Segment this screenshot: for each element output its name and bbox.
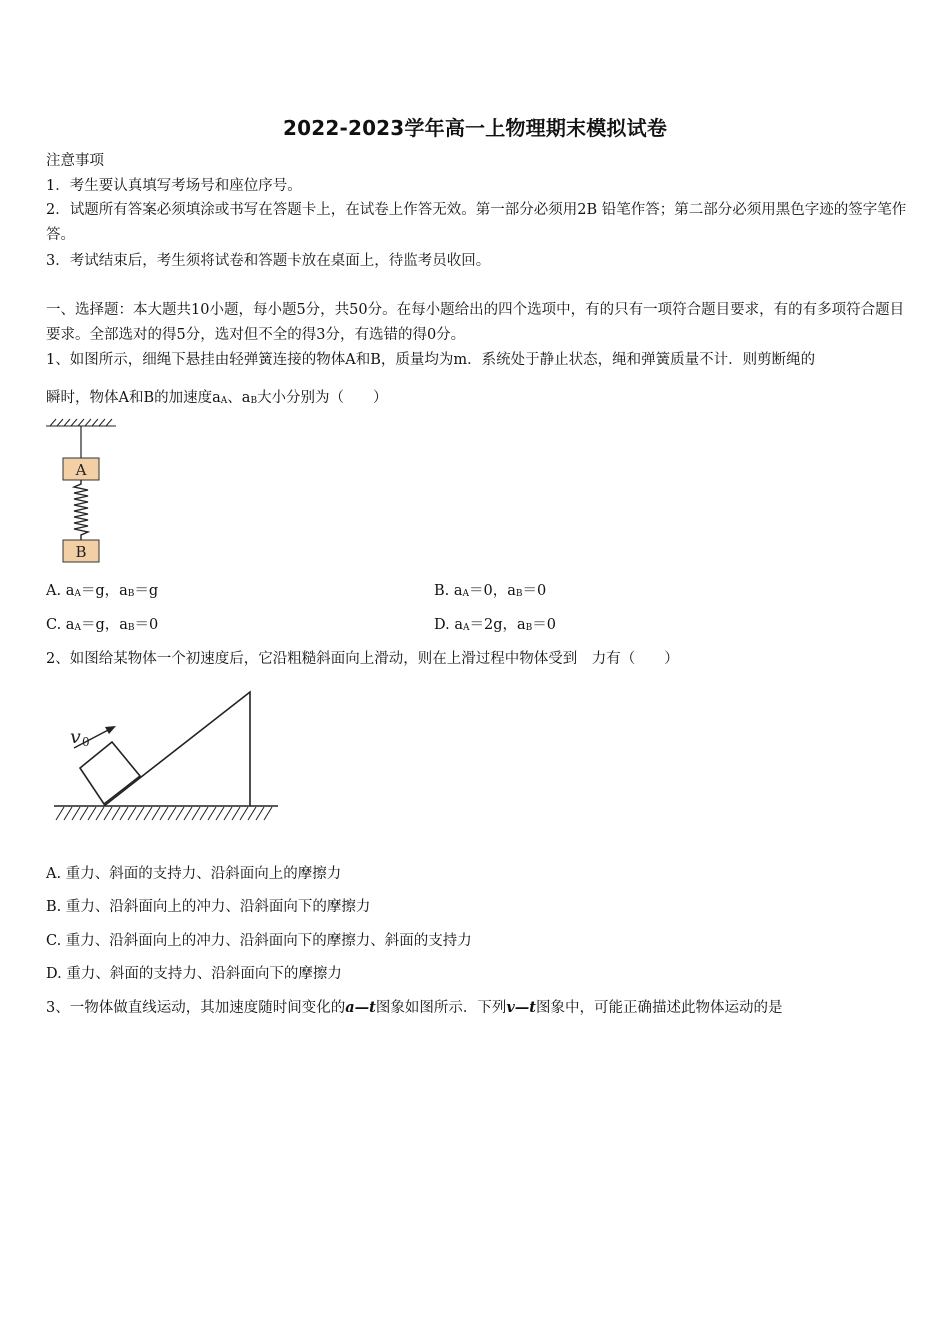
q2-option-d: D. 重力、斜面的支持力、沿斜面向下的摩擦力 <box>46 966 342 982</box>
notice-item-3: 3．考试结束后，考生须将试卷和答题卡放在桌面上，待监考员收回。 <box>46 253 491 269</box>
block-a-label: A <box>75 461 87 479</box>
sliding-block <box>80 742 140 804</box>
velocity-sub: 0 <box>82 735 90 749</box>
spring <box>74 480 88 540</box>
q2-option-b: B. 重力、沿斜面向上的冲力、沿斜面向下的摩擦力 <box>46 899 371 915</box>
q3-stem: 3、一物体做直线运动，其加速度随时间变化的a—t图象如图所示．下列v—t图象中，可能正确描述此物体运动的是 <box>46 999 783 1016</box>
notice-heading: 注意事项 <box>46 153 104 169</box>
incline <box>104 692 250 806</box>
velocity-label: v <box>70 726 81 748</box>
section-intro: 一、选择题：本大题共10小题，每小题5分，共50分。在每小题给出的四个选项中，有的只有一项符合题目要求，有的有多项符合题目要求。全部选对的得5分，选对但不全的得3分，有选错的得0分。 <box>46 302 905 343</box>
velocity-arrowhead <box>105 726 116 734</box>
ceiling-hatch <box>46 419 116 426</box>
q2-option-c: C. 重力、沿斜面向上的冲力、沿斜面向下的摩擦力、斜面的支持力 <box>46 933 472 949</box>
ground-hatch <box>56 807 272 820</box>
q1-stem-line1: 1、如图所示，细绳下悬挂由轻弹簧连接的物体A和B，质量均为m．系统处于静止状态，绳和弹簧质量不计．则剪断绳的 <box>46 352 816 368</box>
block-b-label: B <box>75 543 87 561</box>
q1-option-c: C. $a_A=g$，$a_B=0$ <box>46 617 159 633</box>
q1-stem-line2: 瞬时，物体A和B的加速度$a_A$、$a_B$大小分别为（ ） <box>46 390 388 406</box>
q1-option-b: B. $a_A=0$，$a_B=0$ <box>434 583 547 599</box>
notice-item-1: 1．考生要认真填写考场号和座位序号。 <box>46 178 302 194</box>
q1-figure <box>44 418 124 566</box>
page-title: 2022-2023学年高一上物理期末模拟试卷 <box>282 116 668 140</box>
q2-stem: 2、如图给某物体一个初速度后，它沿粗糙斜面向上滑动，则在上滑过程中物体受到 力有（ ） <box>46 651 679 667</box>
q2-figure <box>50 686 285 826</box>
q2-option-a: A. 重力、斜面的支持力、沿斜面向上的摩擦力 <box>46 866 342 882</box>
q1-option-a: A. $a_A=g$，$a_B=g$ <box>46 583 159 599</box>
notice-item-2: 2．试题所有答案必须填涂或书写在答题卡上，在试卷上作答无效。第一部分必须用2B 铅笔作答；第二部分必须用黑色字迹的签字笔作答。 <box>46 202 907 243</box>
q1-option-d: D. $a_A=2g$，$a_B=0$ <box>434 617 556 633</box>
